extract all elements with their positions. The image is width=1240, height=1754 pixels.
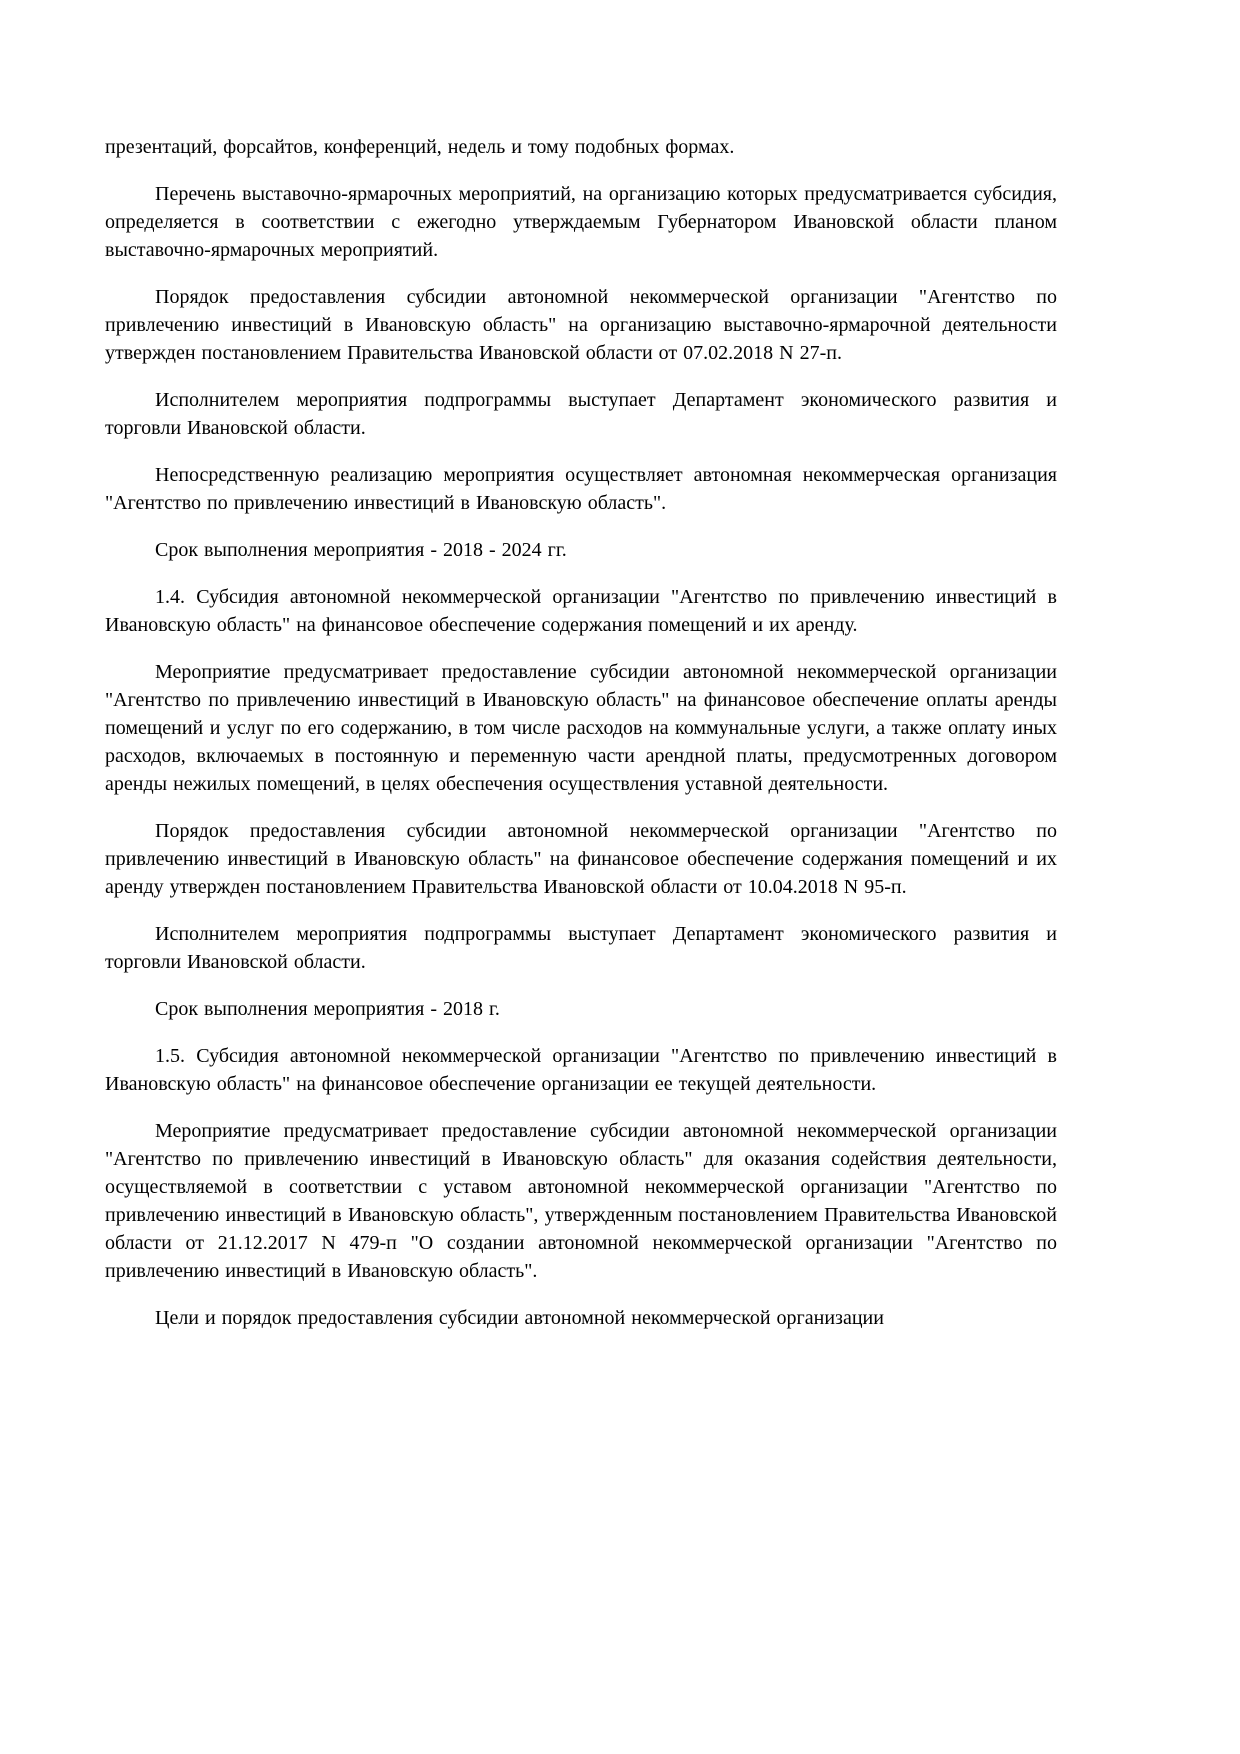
paragraph: Срок выполнения мероприятия - 2018 г. bbox=[155, 998, 500, 1020]
paragraph: Перечень выставочно-ярмарочных мероприятий, на организацию которых предусматривается субсидия, определяется в соответствии с ежегодно утверждаемым Губернатором Ивановской области планом выставочно-ярмарочных мероприятий. bbox=[105, 183, 1057, 261]
paragraph: Срок выполнения мероприятия - 2018 - 2024 гг. bbox=[155, 539, 567, 561]
paragraph: Непосредственную реализацию мероприятия осуществляет автономная некоммерческая организация "Агентство по привлечению инвестиций в Ивановскую область". bbox=[105, 464, 1057, 514]
paragraph: Исполнителем мероприятия подпрограммы выступает Департамент экономического развития и торговли Ивановской области. bbox=[105, 389, 1057, 439]
paragraph: 1.5. Субсидия автономной некоммерческой организации "Агентство по привлечению инвестиций в Ивановскую область" на финансовое обеспечение организации ее текущей деятельности. bbox=[105, 1045, 1057, 1095]
paragraph: Цели и порядок предоставления субсидии автономной некоммерческой организации bbox=[155, 1307, 884, 1329]
paragraph: 1.4. Субсидия автономной некоммерческой организации "Агентство по привлечению инвестиций в Ивановскую область" на финансовое обеспечение содержания помещений и их аренду. bbox=[105, 586, 1057, 636]
paragraph: Порядок предоставления субсидии автономной некоммерческой организации "Агентство по привлечению инвестиций в Ивановскую область" на организацию выставочно-ярмарочной деятельности утвержден постановлением Правительства Ивановской области от 07.02.2018 N 27-п. bbox=[105, 286, 1057, 364]
paragraph: Мероприятие предусматривает предоставление субсидии автономной некоммерческой организации "Агентство по привлечению инвестиций в Ивановскую область" на финансовое обеспечение оплаты аренды помещений и услуг по его содержанию, в том числе расходов на коммунальные услуги, а также оплату иных расходов, включаемых в постоянную и переменную части арендной платы, предусмотренных договором аренды нежилых помещений, в целях обеспечения осуществления уставной деятельности. bbox=[105, 661, 1057, 795]
paragraph: Мероприятие предусматривает предоставление субсидии автономной некоммерческой организации "Агентство по привлечению инвестиций в Ивановскую область" для оказания содействия деятельности, осуществляемой в соответствии с уставом автономной некоммерческой организации "Агентство по привлечению инвестиций в Ивановскую область", утвержденным постановлением Правительства Ивановской области от 21.12.2017 N 479-п "О создании автономной некоммерческой организации "Агентство по привлечению инвестиций в Ивановскую область". bbox=[105, 1120, 1057, 1282]
paragraph: презентаций, форсайтов, конференций, недель и тому подобных формах. bbox=[105, 136, 735, 158]
paragraph: Порядок предоставления субсидии автономной некоммерческой организации "Агентство по привлечению инвестиций в Ивановскую область" на финансовое обеспечение содержания помещений и их аренду утвержден постановлением Правительства Ивановской области от 10.04.2018 N 95-п. bbox=[105, 820, 1057, 898]
paragraph: Исполнителем мероприятия подпрограммы выступает Департамент экономического развития и торговли Ивановской области. bbox=[105, 923, 1057, 973]
